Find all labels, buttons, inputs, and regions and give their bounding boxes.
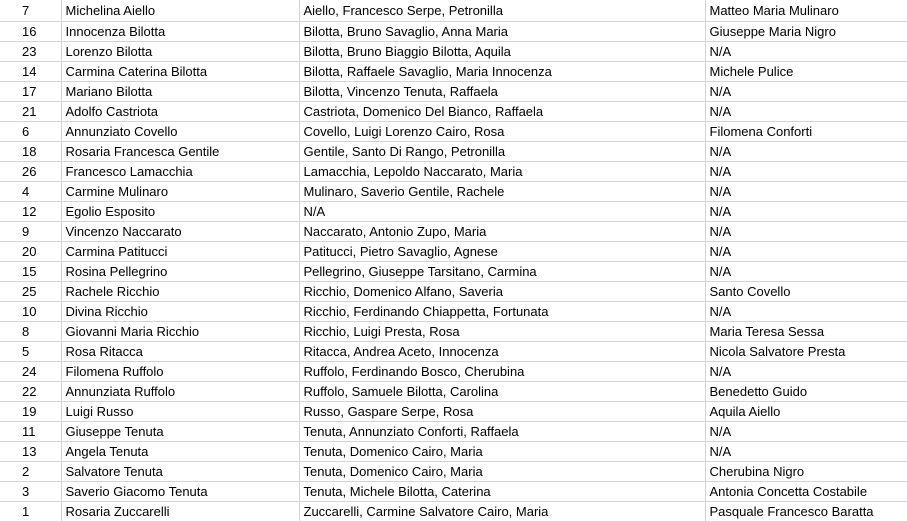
cell-name[interactable]: Rachele Ricchio bbox=[61, 282, 299, 302]
cell-name[interactable]: Egolio Esposito bbox=[61, 202, 299, 222]
cell-spouse[interactable]: N/A bbox=[705, 422, 907, 442]
cell-spouse[interactable]: Cherubina Nigro bbox=[705, 462, 907, 482]
table-row bbox=[0, 482, 907, 502]
cell-parents[interactable]: Ruffolo, Samuele Bilotta, Carolina bbox=[299, 382, 705, 402]
table-row bbox=[0, 422, 907, 442]
cell-number[interactable]: 21 bbox=[0, 102, 61, 122]
table-row bbox=[0, 382, 907, 402]
cell-number[interactable]: 26 bbox=[0, 162, 61, 182]
cell-spouse[interactable]: Maria Teresa Sessa bbox=[705, 322, 907, 342]
cell-name[interactable]: Innocenza Bilotta bbox=[61, 22, 299, 42]
table-row bbox=[0, 122, 907, 142]
cell-spouse[interactable]: N/A bbox=[705, 222, 907, 242]
cell-number[interactable]: 11 bbox=[0, 422, 61, 442]
cell-parents[interactable]: Bilotta, Vincenzo Tenuta, Raffaela bbox=[299, 82, 705, 102]
cell-spouse[interactable]: Giuseppe Maria Nigro bbox=[705, 22, 907, 42]
cell-spouse[interactable]: N/A bbox=[705, 362, 907, 382]
cell-number[interactable]: 20 bbox=[0, 242, 61, 262]
cell-spouse[interactable]: N/A bbox=[705, 242, 907, 262]
cell-name[interactable]: Rosaria Zuccarelli bbox=[61, 502, 299, 522]
cell-number[interactable]: 25 bbox=[0, 282, 61, 302]
table-row bbox=[0, 62, 907, 82]
table-row bbox=[0, 182, 907, 202]
cell-spouse[interactable]: N/A bbox=[705, 442, 907, 462]
cell-parents[interactable]: Ricchio, Luigi Presta, Rosa bbox=[299, 322, 705, 342]
table-row bbox=[0, 462, 907, 482]
cell-name[interactable]: Lorenzo Bilotta bbox=[61, 42, 299, 62]
cell-parents[interactable]: Bilotta, Bruno Savaglio, Anna Maria bbox=[299, 22, 705, 42]
cell-number[interactable]: 16 bbox=[0, 22, 61, 42]
cell-parents[interactable]: Ricchio, Ferdinando Chiappetta, Fortunata bbox=[299, 302, 705, 322]
table-row bbox=[0, 502, 907, 522]
cell-spouse[interactable]: N/A bbox=[705, 142, 907, 162]
cell-name[interactable]: Salvatore Tenuta bbox=[61, 462, 299, 482]
cell-name[interactable]: Vincenzo Naccarato bbox=[61, 222, 299, 242]
cell-spouse[interactable]: N/A bbox=[705, 162, 907, 182]
cell-number[interactable]: 18 bbox=[0, 142, 61, 162]
table-row bbox=[0, 82, 907, 102]
cell-spouse[interactable]: Santo Covello bbox=[705, 282, 907, 302]
cell-spouse[interactable]: Matteo Maria Mulinaro bbox=[705, 0, 907, 22]
table-row bbox=[0, 0, 907, 22]
cell-parents[interactable]: Tenuta, Annunziato Conforti, Raffaela bbox=[299, 422, 705, 442]
cell-name[interactable]: Giovanni Maria Ricchio bbox=[61, 322, 299, 342]
cell-parents[interactable]: Zuccarelli, Carmine Salvatore Cairo, Maria bbox=[299, 502, 705, 522]
cell-parents[interactable]: Ritacca, Andrea Aceto, Innocenza bbox=[299, 342, 705, 362]
cell-spouse[interactable]: Nicola Salvatore Presta bbox=[705, 342, 907, 362]
cell-spouse[interactable]: N/A bbox=[705, 262, 907, 282]
cell-parents[interactable]: Aiello, Francesco Serpe, Petronilla bbox=[299, 0, 705, 22]
table-row bbox=[0, 402, 907, 422]
cell-name[interactable]: Angela Tenuta bbox=[61, 442, 299, 462]
cell-name[interactable]: Filomena Ruffolo bbox=[61, 362, 299, 382]
cell-parents[interactable]: Pellegrino, Giuseppe Tarsitano, Carmina bbox=[299, 262, 705, 282]
cell-number[interactable]: 8 bbox=[0, 322, 61, 342]
cell-number[interactable]: 22 bbox=[0, 382, 61, 402]
cell-name[interactable]: Annunziato Covello bbox=[61, 122, 299, 142]
cell-number[interactable]: 10 bbox=[0, 302, 61, 322]
cell-parents[interactable]: Ruffolo, Ferdinando Bosco, Cherubina bbox=[299, 362, 705, 382]
cell-parents[interactable]: Tenuta, Domenico Cairo, Maria bbox=[299, 462, 705, 482]
cell-spouse[interactable]: Aquila Aiello bbox=[705, 402, 907, 422]
cell-parents[interactable]: Castriota, Domenico Del Bianco, Raffaela bbox=[299, 102, 705, 122]
cell-name[interactable]: Luigi Russo bbox=[61, 402, 299, 422]
cell-number[interactable]: 6 bbox=[0, 122, 61, 142]
table-row bbox=[0, 202, 907, 222]
cell-spouse[interactable]: Pasquale Francesco Baratta bbox=[705, 502, 907, 522]
cell-number[interactable]: 24 bbox=[0, 362, 61, 382]
cell-number[interactable]: 14 bbox=[0, 62, 61, 82]
cell-number[interactable]: 19 bbox=[0, 402, 61, 422]
table-row bbox=[0, 22, 907, 42]
table-row bbox=[0, 282, 907, 302]
cell-spouse[interactable]: N/A bbox=[705, 82, 907, 102]
cell-name[interactable]: Carmine Mulinaro bbox=[61, 182, 299, 202]
cell-number[interactable]: 23 bbox=[0, 42, 61, 62]
cell-number[interactable]: 1 bbox=[0, 502, 61, 522]
cell-parents[interactable]: Covello, Luigi Lorenzo Cairo, Rosa bbox=[299, 122, 705, 142]
table-row bbox=[0, 242, 907, 262]
cell-name[interactable]: Rosina Pellegrino bbox=[61, 262, 299, 282]
cell-parents[interactable]: Tenuta, Domenico Cairo, Maria bbox=[299, 442, 705, 462]
cell-number[interactable]: 3 bbox=[0, 482, 61, 502]
cell-spouse[interactable]: N/A bbox=[705, 302, 907, 322]
cell-spouse[interactable]: Filomena Conforti bbox=[705, 122, 907, 142]
cell-spouse[interactable]: N/A bbox=[705, 102, 907, 122]
cell-parents[interactable]: Lamacchia, Lepoldo Naccarato, Maria bbox=[299, 162, 705, 182]
cell-spouse[interactable]: Benedetto Guido bbox=[705, 382, 907, 402]
cell-name[interactable]: Carmina Patitucci bbox=[61, 242, 299, 262]
cell-name[interactable]: Annunziata Ruffolo bbox=[61, 382, 299, 402]
cell-name[interactable]: Divina Ricchio bbox=[61, 302, 299, 322]
table-row bbox=[0, 262, 907, 282]
cell-parents[interactable]: Bilotta, Raffaele Savaglio, Maria Innocenza bbox=[299, 62, 705, 82]
cell-spouse[interactable]: Michele Pulice bbox=[705, 62, 907, 82]
cell-number[interactable]: 13 bbox=[0, 442, 61, 462]
cell-name[interactable]: Carmina Caterina Bilotta bbox=[61, 62, 299, 82]
cell-parents[interactable]: Patitucci, Pietro Savaglio, Agnese bbox=[299, 242, 705, 262]
table-row bbox=[0, 342, 907, 362]
table-row bbox=[0, 162, 907, 182]
cell-name[interactable]: Saverio Giacomo Tenuta bbox=[61, 482, 299, 502]
cell-spouse[interactable]: N/A bbox=[705, 202, 907, 222]
cell-name[interactable]: Mariano Bilotta bbox=[61, 82, 299, 102]
table-row bbox=[0, 222, 907, 242]
cell-number[interactable]: 7 bbox=[0, 0, 61, 22]
cell-spouse[interactable]: N/A bbox=[705, 42, 907, 62]
cell-spouse[interactable]: Antonia Concetta Costabile bbox=[705, 482, 907, 502]
cell-parents[interactable]: Tenuta, Michele Bilotta, Caterina bbox=[299, 482, 705, 502]
table-row bbox=[0, 102, 907, 122]
cell-name[interactable]: Francesco Lamacchia bbox=[61, 162, 299, 182]
cell-name[interactable]: Rosa Ritacca bbox=[61, 342, 299, 362]
cell-number[interactable]: 15 bbox=[0, 262, 61, 282]
table-row bbox=[0, 322, 907, 342]
cell-number[interactable]: 12 bbox=[0, 202, 61, 222]
table-row bbox=[0, 302, 907, 322]
table-row bbox=[0, 362, 907, 382]
cell-parents[interactable]: Naccarato, Antonio Zupo, Maria bbox=[299, 222, 705, 242]
table-row bbox=[0, 142, 907, 162]
cell-number[interactable]: 4 bbox=[0, 182, 61, 202]
cell-name[interactable]: Adolfo Castriota bbox=[61, 102, 299, 122]
cell-parents[interactable]: Gentile, Santo Di Rango, Petronilla bbox=[299, 142, 705, 162]
cell-number[interactable]: 17 bbox=[0, 82, 61, 102]
cell-parents[interactable]: Bilotta, Bruno Biaggio Bilotta, Aquila bbox=[299, 42, 705, 62]
cell-number[interactable]: 9 bbox=[0, 222, 61, 242]
cell-name[interactable]: Rosaria Francesca Gentile bbox=[61, 142, 299, 162]
cell-parents[interactable]: Ricchio, Domenico Alfano, Saveria bbox=[299, 282, 705, 302]
cell-name[interactable]: Giuseppe Tenuta bbox=[61, 422, 299, 442]
cell-number[interactable]: 2 bbox=[0, 462, 61, 482]
cell-spouse[interactable]: N/A bbox=[705, 182, 907, 202]
cell-name[interactable]: Michelina Aiello bbox=[61, 0, 299, 22]
table-row bbox=[0, 42, 907, 62]
table-row bbox=[0, 442, 907, 462]
cell-parents[interactable]: N/A bbox=[299, 202, 705, 222]
cell-parents[interactable]: Mulinaro, Saverio Gentile, Rachele bbox=[299, 182, 705, 202]
cell-number[interactable]: 5 bbox=[0, 342, 61, 362]
cell-parents[interactable]: Russo, Gaspare Serpe, Rosa bbox=[299, 402, 705, 422]
